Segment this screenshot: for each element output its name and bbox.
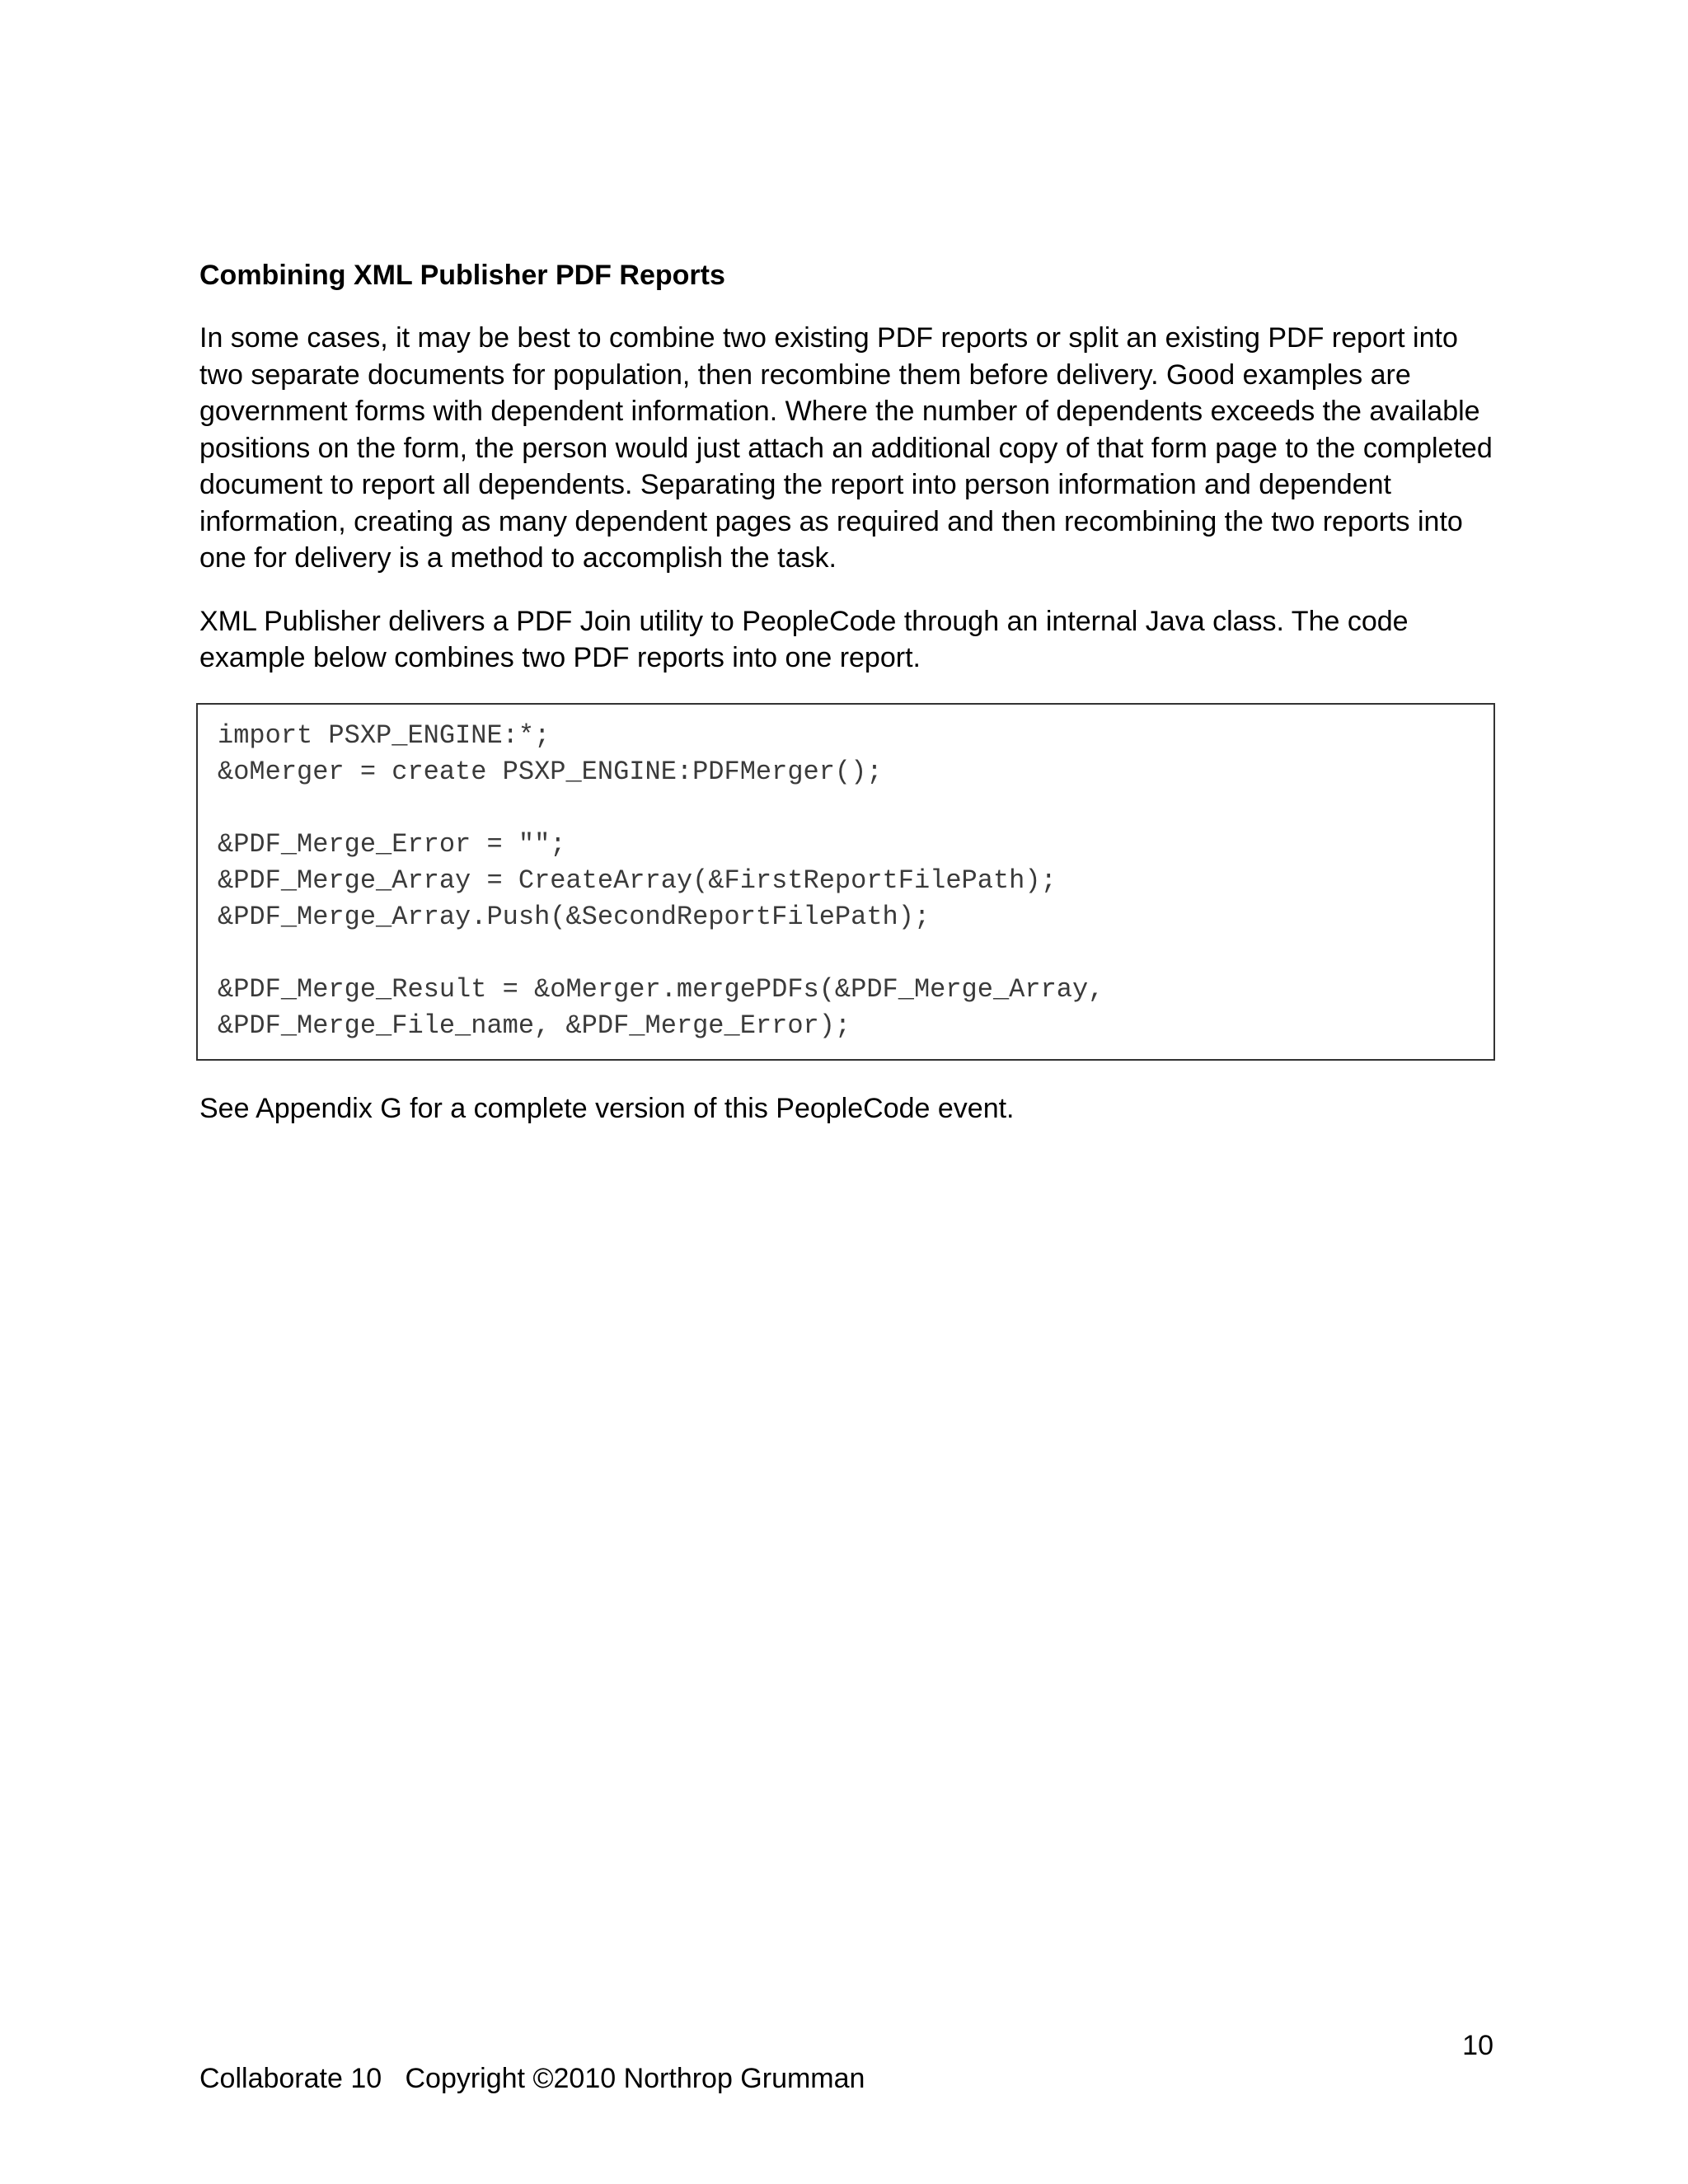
code-line: &oMerger = create PSXP_ENGINE:PDFMerger(); <box>218 756 883 787</box>
code-block <box>196 703 1495 1061</box>
code-line <box>218 935 1475 972</box>
code-line <box>218 790 1475 827</box>
code-line: &PDF_Merge_File_name, &PDF_Merge_Error); <box>218 1010 851 1041</box>
code-line: &PDF_Merge_Error = ""; <box>218 828 566 860</box>
page-number: 10 <box>1462 2030 1493 2061</box>
section-heading: Combining XML Publisher PDF Reports <box>199 260 725 291</box>
code-line: &PDF_Merge_Array = CreateArray(&FirstReportFilePath); <box>218 865 1057 896</box>
code-line: &PDF_Merge_Result = &oMerger.mergePDFs(&PDF_Merge_Array, <box>218 973 1104 1005</box>
page-content <box>199 257 1493 1127</box>
code-line: &PDF_Merge_Array.Push(&SecondReportFilePath); <box>218 901 931 932</box>
code-line: import PSXP_ENGINE:*; <box>218 719 551 751</box>
appendix-reference: See Appendix G for a complete version of this PeopleCode event. <box>199 1092 1015 1124</box>
page-footer: Collaborate 10 Copyright ©2010 Northrop Grumman <box>199 2063 865 2094</box>
intro-paragraph: In some cases, it may be best to combine two existing PDF reports or split an existing PDF report into two separate documents for population, then recombine them before delivery. Good examples are government forms with dependent information. Where the number of dependents exceeds the available positions on the form, the person would just attach an additional copy of that form page to the completed document to report all dependents. Separating the report into person information and dependent information, creating as many dependent pages as required and then recombining the two reports into one for delivery is a method to accomplish the task. <box>199 322 1493 574</box>
utility-paragraph: XML Publisher delivers a PDF Join utility to PeopleCode through an internal Java class. The code example below combines two PDF reports into one report. <box>199 605 1409 673</box>
